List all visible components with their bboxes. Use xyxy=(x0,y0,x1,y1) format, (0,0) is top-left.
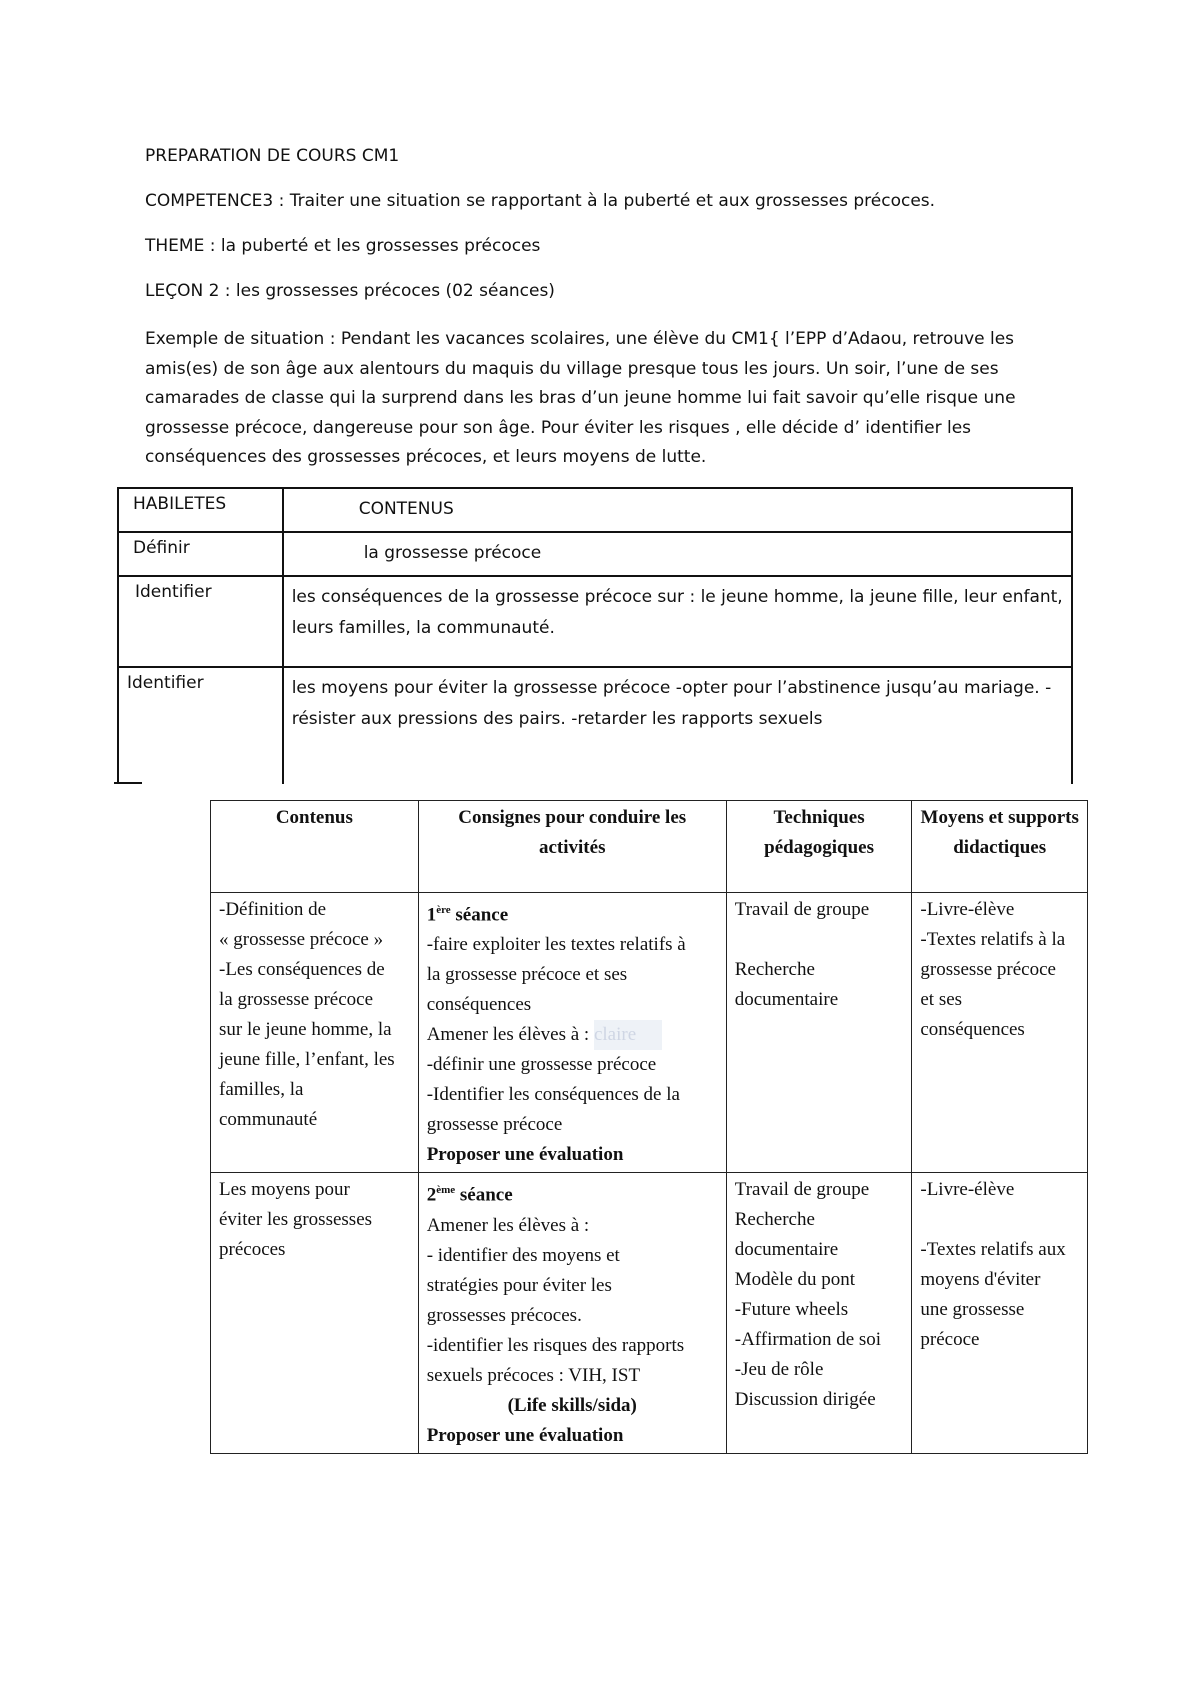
seance-suffix: ème xyxy=(436,1184,456,1197)
cell-line: « grossesse précoce » xyxy=(219,929,384,950)
consignes-cell xyxy=(418,893,726,1173)
cell-line: stratégies pour éviter les xyxy=(426,1274,612,1296)
cell-line: conséquences xyxy=(920,1019,1025,1040)
cell-line: - identifier des moyens et xyxy=(426,1244,620,1266)
cell-line: et ses xyxy=(920,989,963,1010)
competence-line: COMPETENCE3 : Traiter une situation se rapportant à la puberté et aux grossesses précoces. xyxy=(145,191,936,211)
cell-line: Travail de groupe xyxy=(734,899,870,920)
cell-line: moyens d'éviter xyxy=(920,1269,1041,1291)
cell-line: grossesse précoce xyxy=(426,1114,563,1136)
header-moyens: Moyens et supports didactiques xyxy=(912,801,1088,893)
cell-line: familles, la xyxy=(219,1079,304,1100)
cell-line: -Livre-élève xyxy=(920,1179,1015,1201)
table-row xyxy=(211,1173,1088,1453)
table-row xyxy=(118,576,1072,667)
seance-title xyxy=(427,895,718,930)
contenu-cell: les moyens pour éviter la grossesse précoce -opter pour l’abstinence jusqu’au mariage. -résister aux pressions des pairs. -retarder les rapports sexuels xyxy=(283,667,1072,784)
cell-line: la grossesse précoce xyxy=(219,989,374,1010)
situation-line: Exemple de situation : Pendant les vacances scolaires, une élève du CM1{ l’EPP d’Adaou, retrouve les xyxy=(145,329,1015,349)
cell-line xyxy=(920,1205,1079,1235)
cell-line: -Textes relatifs aux xyxy=(920,1239,1066,1261)
cell-line: -Textes relatifs à la xyxy=(920,929,1066,950)
cell-line: -Livre-élève xyxy=(920,899,1015,920)
cell-line: -Jeu de rôle xyxy=(734,1359,824,1381)
evaluation-line: Proposer une évaluation xyxy=(426,1424,624,1446)
amener-text: Amener les élèves à : xyxy=(426,1024,590,1046)
cell-line: grossesses précoces. xyxy=(426,1304,582,1326)
moyens-cell xyxy=(912,1173,1088,1453)
table-row xyxy=(118,532,1072,576)
cell-line: éviter les grossesses xyxy=(219,1209,373,1231)
seance-title xyxy=(427,1175,718,1210)
techniques-cell xyxy=(726,1173,912,1453)
techniques-cell xyxy=(726,893,912,1173)
consignes-cell xyxy=(418,1173,726,1453)
cell-line: Modèle du pont xyxy=(734,1269,856,1291)
situation-line: grossesse précoce, dangereuse pour son âge. Pour éviter les risques , elle décide d’ identifier les xyxy=(145,417,972,438)
cell-line: la grossesse précoce et ses xyxy=(426,964,628,986)
habilete-cell: Identifier xyxy=(118,667,283,784)
table-header-row xyxy=(211,801,1088,893)
document-title: PREPARATION DE COURS CM1 xyxy=(145,146,400,166)
contenu-cell: la grossesse précoce xyxy=(283,532,1072,576)
cell-line: grossesse précoce xyxy=(920,959,1056,980)
cell-line xyxy=(427,1020,718,1050)
cell-line: jeune fille, l’enfant, les xyxy=(219,1049,395,1070)
header-contenus: Contenus xyxy=(211,801,419,893)
table-corner-mark xyxy=(114,782,142,784)
cell-line: précoces xyxy=(219,1239,286,1261)
cell-line: -Identifier les conséquences de la xyxy=(426,1084,680,1106)
cell-line: -Future wheels xyxy=(734,1299,849,1321)
contenus-cell xyxy=(211,893,419,1173)
cell-line: documentaire xyxy=(734,1239,839,1261)
cell-line: Amener les élèves à : xyxy=(426,1214,590,1236)
table-row xyxy=(211,893,1088,1173)
table-row xyxy=(118,667,1072,784)
habilete-cell: Définir xyxy=(118,532,283,576)
cell-line: -Affirmation de soi xyxy=(734,1329,882,1351)
seance-number: 2 xyxy=(426,1184,437,1206)
cell-line: documentaire xyxy=(734,989,839,1010)
cell-line: sexuels précoces : VIH, IST xyxy=(426,1364,641,1386)
header-techniques: Techniques pédagogiques xyxy=(726,801,912,893)
cell-line xyxy=(735,925,904,955)
cell-line: -définir une grossesse précoce xyxy=(426,1054,657,1076)
cell-line: conséquences xyxy=(426,994,532,1016)
contenu-cell: les conséquences de la grossesse précoce sur : le jeune homme, la jeune fille, leur enfant, leurs familles, la communauté. xyxy=(283,576,1072,667)
cell-line: communauté xyxy=(219,1109,318,1130)
cell-line: Recherche xyxy=(734,1209,815,1231)
header-habiletes: HABILETES xyxy=(118,488,283,532)
header-consignes: Consignes pour conduire les activités xyxy=(418,801,726,893)
lecon-line: LEÇON 2 : les grossesses précoces (02 séances) xyxy=(145,281,555,301)
life-skills-line: (Life skills/sida) xyxy=(507,1394,637,1416)
cell-line: -faire exploiter les textes relatifs à xyxy=(426,934,686,956)
habiletes-table xyxy=(117,487,1073,784)
cell-line: -Définition de xyxy=(219,899,327,920)
cell-line: Recherche xyxy=(734,959,815,980)
seance-suffix: ère xyxy=(436,904,451,916)
situation-line: amis(es) de son âge aux alentours du maquis du village presque tous les jours. Un soir, l’une de ses xyxy=(145,358,999,379)
cell-line: Les moyens pour xyxy=(219,1179,350,1201)
cell-line: une grossesse xyxy=(920,1299,1025,1321)
cell-line: précoce xyxy=(920,1329,980,1351)
cell-line: sur le jeune homme, la xyxy=(219,1019,392,1040)
evaluation-line: Proposer une évaluation xyxy=(426,1144,624,1166)
habilete-cell: Identifier xyxy=(118,576,283,667)
cell-line: Travail de groupe xyxy=(734,1179,870,1201)
table-header-row xyxy=(118,488,1072,532)
ghost-text: claire xyxy=(594,1020,662,1050)
situation-line: camarades de classe qui la surprend dans les bras d’un jeune homme lui fait savoir qu’elle risque une xyxy=(145,388,1016,408)
cell-line: -identifier les risques des rapports xyxy=(426,1334,685,1356)
moyens-cell xyxy=(912,893,1088,1173)
seance-label: séance xyxy=(455,1184,513,1206)
seance-number: 1 xyxy=(426,904,437,926)
theme-line: THEME : la puberté et les grossesses précoces xyxy=(145,236,541,256)
situation-line: conséquences des grossesses précoces, et leurs moyens de lutte. xyxy=(145,447,707,467)
cell-line: -Les conséquences de xyxy=(219,959,385,980)
activites-table xyxy=(210,800,1088,1454)
header-contenus: CONTENUS xyxy=(283,488,1072,532)
contenus-cell xyxy=(211,1173,419,1453)
cell-line: Discussion dirigée xyxy=(734,1389,876,1411)
situation-paragraph xyxy=(145,325,1065,473)
seance-label: séance xyxy=(450,904,509,926)
